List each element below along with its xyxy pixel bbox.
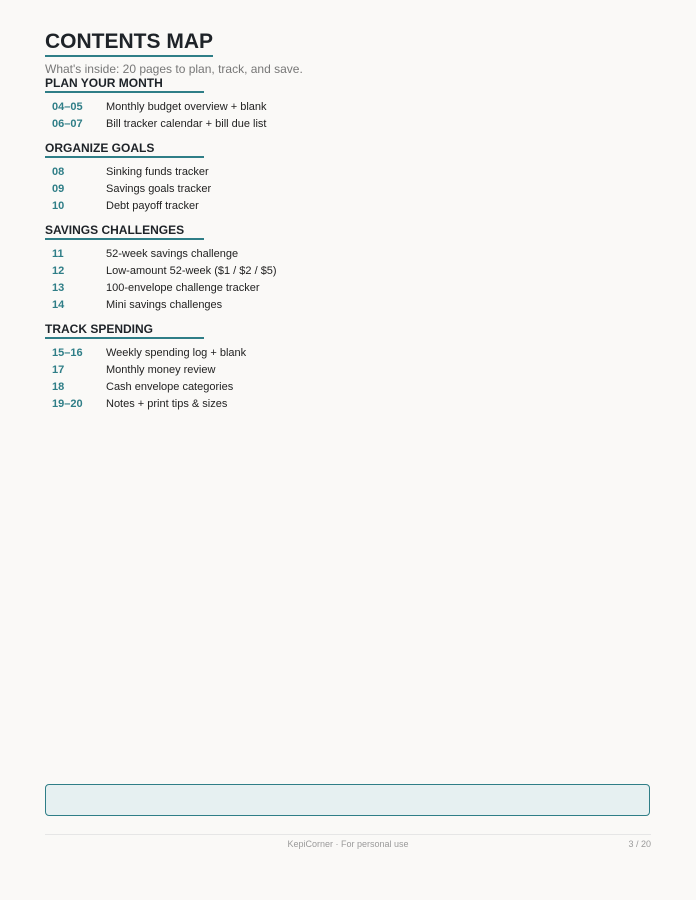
- page-range: 09: [52, 182, 65, 195]
- footer-divider: [45, 834, 651, 835]
- page-range: 18: [52, 380, 65, 393]
- list-item: [45, 180, 651, 197]
- list-item: [45, 296, 651, 313]
- item-label: 52-week savings challenge: [106, 247, 239, 260]
- item-label: Monthly money review: [106, 363, 216, 376]
- page-title: CONTENTS MAP: [45, 30, 213, 57]
- section-list: [45, 344, 651, 412]
- section-savings-challenges: [45, 223, 651, 313]
- section-title: TRACK SPENDING: [45, 322, 204, 339]
- page-range: 17: [52, 363, 65, 376]
- page-subtitle: What's inside: 20 pages to plan, track, and save.: [45, 62, 303, 76]
- section-track-spending: [45, 322, 651, 412]
- item-label: Monthly budget overview + blank: [106, 100, 267, 113]
- item-label: Low-amount 52-week ($1 / $2 / $5): [106, 264, 277, 277]
- page-range: 06–07: [52, 117, 83, 130]
- page-range: 08: [52, 165, 65, 178]
- section-plan-your-month: [45, 76, 651, 132]
- callout-box: [45, 784, 650, 816]
- page-range: 11: [52, 247, 64, 260]
- section-title: PLAN YOUR MONTH: [45, 76, 204, 93]
- item-label: 100-envelope challenge tracker: [106, 281, 260, 294]
- page-range: 14: [52, 298, 65, 311]
- list-item: [45, 163, 651, 180]
- list-item: [45, 361, 651, 378]
- page-number: 3 / 20: [628, 839, 651, 849]
- item-label: Savings goals tracker: [106, 182, 212, 195]
- list-item: [45, 344, 651, 361]
- contents-page: [45, 30, 651, 412]
- list-item: [45, 197, 651, 214]
- page-range: 15–16: [52, 346, 83, 359]
- item-label: Notes + print tips & sizes: [106, 397, 228, 410]
- item-label: Debt payoff tracker: [106, 199, 199, 212]
- list-item: [45, 98, 651, 115]
- page-range: 19–20: [52, 397, 83, 410]
- section-list: [45, 245, 651, 313]
- item-label: Mini savings challenges: [106, 298, 223, 311]
- item-label: Bill tracker calendar + bill due list: [106, 117, 267, 130]
- footer-text: KepiCorner · For personal use: [287, 839, 409, 849]
- page-range: 10: [52, 199, 65, 212]
- page-range: 12: [52, 264, 65, 277]
- section-title: ORGANIZE GOALS: [45, 141, 204, 158]
- list-item: [45, 378, 651, 395]
- section-organize-goals: [45, 141, 651, 214]
- list-item: [45, 115, 651, 132]
- section-title: SAVINGS CHALLENGES: [45, 223, 204, 240]
- page-range: 13: [52, 281, 65, 294]
- item-label: Weekly spending log + blank: [106, 346, 247, 359]
- item-label: Sinking funds tracker: [106, 165, 209, 178]
- list-item: [45, 245, 651, 262]
- list-item: [45, 395, 651, 412]
- section-list: [45, 98, 651, 132]
- list-item: [45, 279, 651, 296]
- page-range: 04–05: [52, 100, 83, 113]
- item-label: Cash envelope categories: [106, 380, 234, 393]
- section-list: [45, 163, 651, 214]
- list-item: [45, 262, 651, 279]
